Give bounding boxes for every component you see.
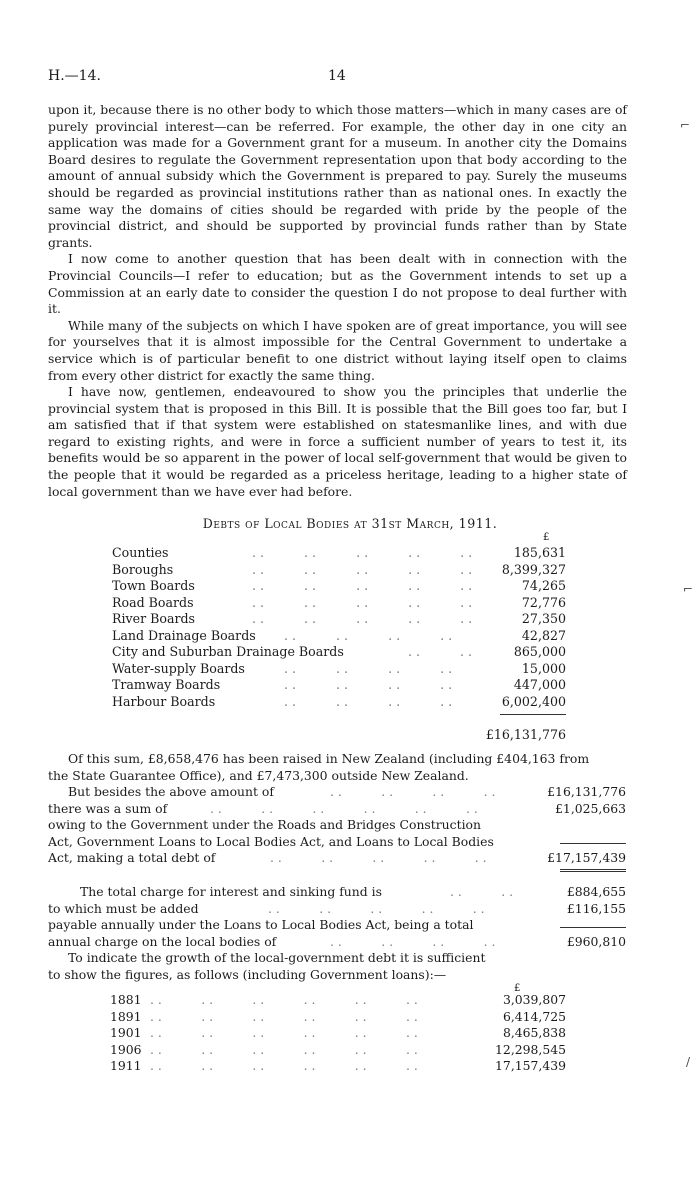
text-line: To indicate the growth of the local-government debt it is sufficient xyxy=(68,950,486,965)
body-text xyxy=(48,102,627,500)
row-label: City and Suburban Drainage Boards xyxy=(112,644,344,659)
row-value: 8,399,327 xyxy=(501,561,566,577)
row-label: Harbour Boards xyxy=(112,693,216,709)
page-number: 14 xyxy=(328,68,346,84)
year: 1891 xyxy=(110,1008,142,1024)
leader-dots: . . . . . . . . . . xyxy=(252,561,473,577)
row-value: 17,157,439 xyxy=(495,1058,566,1073)
row-label: River Boards xyxy=(112,611,195,626)
leader-dots: . . . . . . . . . . xyxy=(252,611,473,626)
year: 1881 xyxy=(110,992,142,1007)
total-rule xyxy=(560,871,626,872)
margin-mark: / xyxy=(686,1055,691,1069)
currency-header: £ xyxy=(514,983,521,994)
table-row xyxy=(112,694,566,711)
text-line: to which must be added xyxy=(48,900,199,916)
leader-dots: . . . . . . . . . . . . xyxy=(150,1058,418,1073)
leader-dots: . . . . . . . . . . . . xyxy=(150,992,418,1007)
leader-dots: . . . . . . . . xyxy=(284,627,453,643)
paragraph: I have now, gentlemen, endeavoured to show you the principles that underlie the provincial system that is proposed in this Bill. It is possible that the Bill goes too far, but I am satisfied that if that system were established on statesmanlike lines, and with due regard to existing rights, and were in force a sufficient number of years to test it, its benefits would be so apparent in the power of local self-government that would be given to the people that it would be regarded as a priceless heritage, leading to a higher state of local government than we have ever had before. xyxy=(48,384,627,499)
debts-total: £16,131,776 xyxy=(485,727,566,742)
amount: £116,155 xyxy=(566,900,626,916)
leader-dots: . . . . . . . . . . . . xyxy=(150,1041,418,1057)
leader-dots: . . . . xyxy=(408,644,473,659)
text-line: the State Guarantee Office), and £7,473,300 outside New Zealand. xyxy=(48,767,469,783)
table-row xyxy=(112,545,566,562)
year: 1906 xyxy=(110,1041,142,1057)
row-label: Counties xyxy=(112,545,169,560)
year: 1911 xyxy=(110,1058,142,1073)
row-value: 6,414,725 xyxy=(502,1008,566,1024)
text-line: there was a sum of xyxy=(48,800,168,816)
text-line: The total charge for interest and sinking fund is xyxy=(80,884,382,899)
page-reference: H.—14. xyxy=(48,68,101,84)
leader-dots: . . . . . . . . xyxy=(330,933,496,949)
leader-dots: . . . . . . . . . . . . xyxy=(210,800,478,816)
row-label: Water-supply Boards xyxy=(112,660,245,676)
text-line: Act, making a total debt of xyxy=(48,850,216,865)
row-value: 3,039,807 xyxy=(502,992,566,1007)
text-line: But besides the above amount of xyxy=(68,784,274,799)
table-row xyxy=(112,578,566,595)
row-label: Town Boards xyxy=(112,578,195,593)
row-value: 72,776 xyxy=(521,594,566,610)
row-label: Tramway Boards xyxy=(112,677,221,692)
amount: £16,131,776 xyxy=(547,784,626,799)
leader-dots: . . . . . . . . . . xyxy=(252,594,473,610)
table-row xyxy=(110,1025,566,1042)
row-value: 12,298,545 xyxy=(495,1041,566,1057)
row-label: Land Drainage Boards xyxy=(112,627,256,643)
table-row xyxy=(112,562,566,579)
amount: £17,157,439 xyxy=(547,850,626,865)
table-row xyxy=(110,1009,566,1026)
year: 1901 xyxy=(110,1025,142,1040)
total-rule xyxy=(500,714,566,715)
leader-dots: . . . . . . . . xyxy=(284,693,453,709)
leader-dots: . . . . . . . . . . . . xyxy=(150,1025,418,1040)
subtotal-rule xyxy=(560,927,626,928)
row-value: 185,631 xyxy=(513,545,566,560)
row-label: Road Boards xyxy=(112,594,194,610)
text-line: Of this sum, £8,658,476 has been raised in New Zealand (including £404,163 from xyxy=(68,751,590,766)
amount: £960,810 xyxy=(566,933,626,949)
paragraph: I now come to another question that has been dealt with in connection with the Provincial Councils—I refer to education; but as the Government intends to set up a Commission at an early date to consider the question I do not propose to deal further with it. xyxy=(48,251,627,317)
amount: £1,025,663 xyxy=(555,800,626,816)
table-row xyxy=(110,992,566,1009)
leader-dots: . . . . . . . . xyxy=(330,784,496,799)
leader-dots: . . . . . . . . . . xyxy=(252,545,473,560)
text-line: annual charge on the local bodies of xyxy=(48,933,277,949)
table-row xyxy=(112,595,566,612)
table-row xyxy=(112,611,566,628)
row-value: 42,827 xyxy=(521,627,566,643)
leader-dots: . . . . . . . . xyxy=(284,660,453,676)
table-row xyxy=(112,628,566,645)
table-row xyxy=(110,1058,566,1075)
margin-mark: ⌐ xyxy=(680,118,691,132)
leader-dots: . . . . . . . . . . xyxy=(252,578,473,593)
row-value: 74,265 xyxy=(521,578,566,593)
paragraph: While many of the subjects on which I have spoken are of great importance, you will see for yourselves that it is almost impossible for the Central Government to undertake a service which is of particular benefit to one district without laying itself open to claims from every other district for exactly the same thing. xyxy=(48,317,627,383)
currency-header: £ xyxy=(543,532,550,543)
margin-mark: ⌐ xyxy=(683,582,694,596)
row-value: 6,002,400 xyxy=(501,693,566,709)
table-row xyxy=(112,677,566,694)
total-rule xyxy=(560,869,626,870)
row-value: 15,000 xyxy=(521,660,566,676)
table-row xyxy=(112,644,566,661)
text-line: owing to the Government under the Roads and Bridges Construction xyxy=(48,817,481,832)
leader-dots: . . . . . . . . . . . . xyxy=(150,1008,418,1024)
leader-dots: . . . . . . . . . . xyxy=(268,900,485,916)
amount: £884,655 xyxy=(566,884,626,899)
paragraph: upon it, because there is no other body to which those matters—which in many cases are of purely provincial interest—can be referred. For example, the other day in one city an application was made for a Government grant for a museum. In another city the Domains Board desires to regulate the Government representation upon that body according to the amount of annual subsidy which the Government is prepared to pay. Surely the museums should be regarded as provincial institutions rather than as national ones. In exactly the same way the domains of cities should be regarded with pride by the people of the provincial district, and should be supported by provincial funds rather than by State grants. xyxy=(48,102,627,250)
debts-table-title: Debts of Local Bodies at 31st March, 1911. xyxy=(202,516,498,531)
leader-dots: . . . . xyxy=(450,884,514,899)
table-row xyxy=(110,1042,566,1059)
row-label: Boroughs xyxy=(112,561,174,577)
table-row xyxy=(112,661,566,678)
leader-dots: . . . . . . . . xyxy=(284,677,453,692)
row-value: 8,465,838 xyxy=(502,1025,566,1040)
text-line: Act, Government Loans to Local Bodies Act, and Loans to Local Bodies xyxy=(48,833,494,849)
row-value: 447,000 xyxy=(513,677,566,692)
leader-dots: . . . . . . . . . . xyxy=(270,850,487,865)
row-value: 865,000 xyxy=(513,644,566,659)
text-line: to show the figures, as follows (including Government loans):— xyxy=(48,966,447,982)
row-value: 27,350 xyxy=(521,611,566,626)
subtotal-rule xyxy=(560,843,626,844)
text-line: payable annually under the Loans to Local Bodies Act, being a total xyxy=(48,917,474,932)
